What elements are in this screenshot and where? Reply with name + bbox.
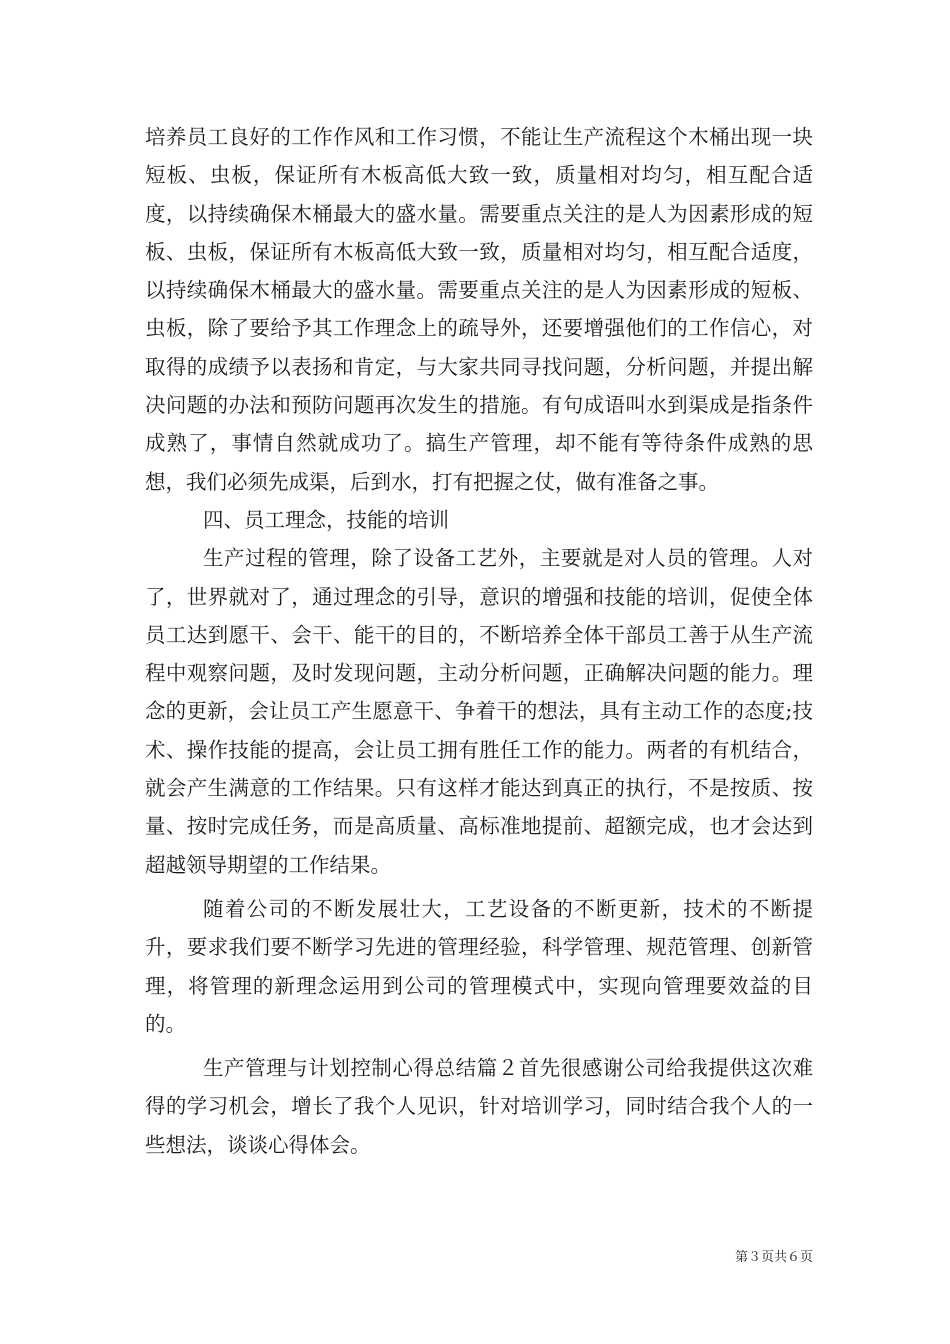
section-heading: 四、员工理念，技能的培训 bbox=[203, 507, 449, 532]
page-number: 第３页共６页 bbox=[734, 1250, 813, 1265]
paragraph-company-development: 随着公司的不断发展壮大，工艺设备的不断更新，技术的不断提升，要求我们要不断学习先进的管理经验，科学管理、规范管理、创新管理，将管理的新理念运用到公司的管理模式中，实现向管理要效益的目的。 bbox=[145, 896, 813, 1036]
document-body bbox=[145, 118, 813, 1164]
paragraph-continuation: 培养员工良好的工作作风和工作习惯，不能让生产流程这个木桶出现一块短板、虫板，保证所有木板高低大致一致，质量相对均匀，相互配合适度，以持续确保木桶最大的盛水量。需要重点关注的是人为因素形成的短板、虫板，保证所有木板高低大致一致，质量相对均匀，相互配合适度，以持续确保木桶最大的盛水量。需要重点关注的是人为因素形成的短板、虫板，除了要给予其工作理念上的疏导外，还要增强他们的工作信心，对取得的成绩予以表扬和肯定，与大家共同寻找问题，分析问题，并提出解决问题的办法和预防问题再次发生的措施。有句成语叫水到渠成是指条件成熟了，事情自然就成功了。搞生产管理，却不能有等待条件成熟的思想，我们必须先成渠，后到水，打有把握之仗，做有准备之事。 bbox=[145, 125, 813, 494]
paragraph-summary-intro: 生产管理与计划控制心得总结篇２首先很感谢公司给我提供这次难得的学习机会，增长了我个人见识，针对培训学习，同时结合我个人的一些想法，谈谈心得体会。 bbox=[145, 1056, 813, 1157]
paragraph-staff-training: 生产过程的管理，除了设备工艺外，主要就是对人员的管理。人对了，世界就对了，通过理念的引导，意识的增强和技能的培训，促使全体员工达到愿干、会干、能干的目的，不断培养全体干部员工善于从生产流程中观察问题，及时发现问题，主动分析问题，正确解决问题的能力。理念的更新，会让员工产生愿意干、争着干的想法，具有主动工作的态度;技术、操作技能的提高，会让员工拥有胜任工作的能力。两者的有机结合，就会产生满意的工作结果。只有这样才能达到真正的执行，不是按质、按量、按时完成任务，而是高质量、高标准地提前、超额完成，也才会达到超越领导期望的工作结果。 bbox=[145, 546, 813, 877]
